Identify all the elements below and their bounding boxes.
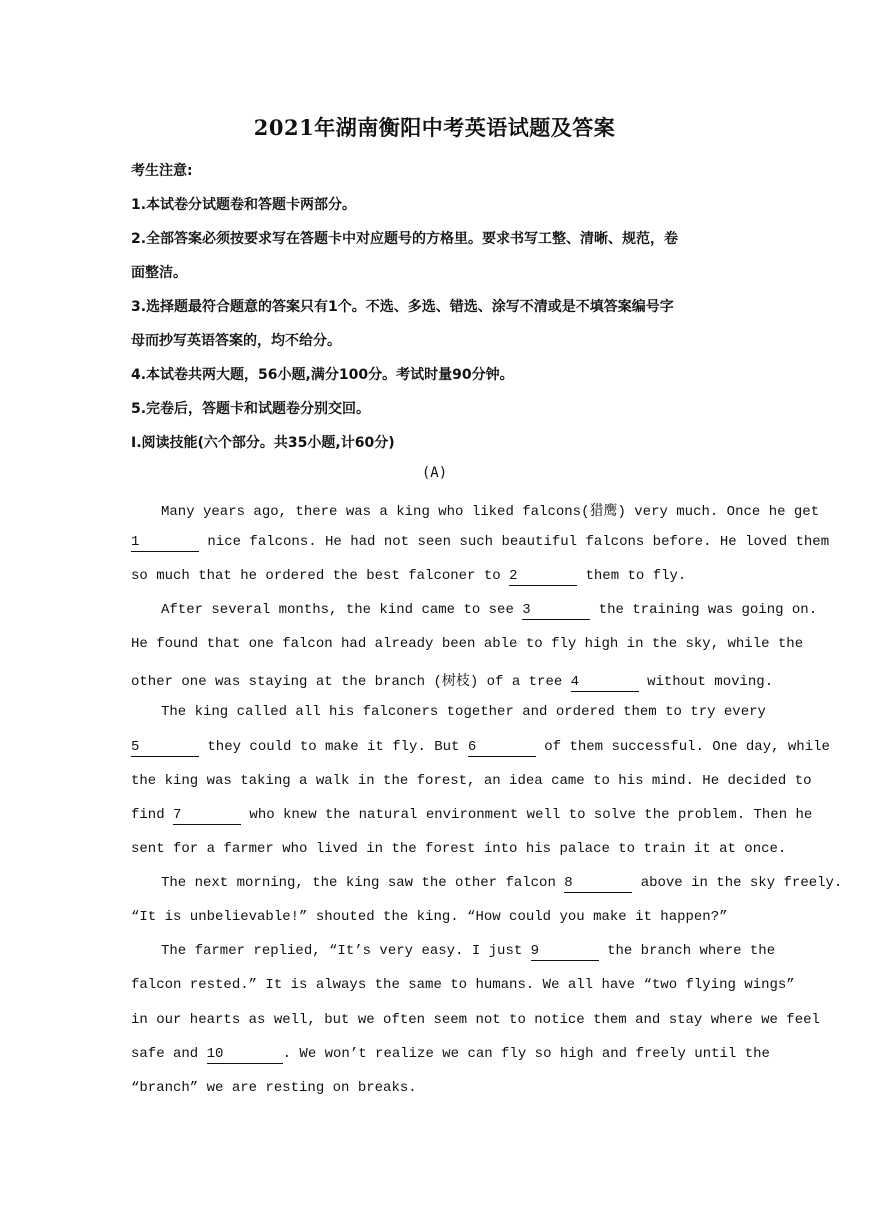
section-heading: I.阅读技能(六个部分。共35小题,计60分) <box>131 435 395 451</box>
passage-text: The next morning, the king saw the other falcon <box>161 875 556 891</box>
passage-text: they could to make it fly. But <box>207 739 460 755</box>
passage-text: the training was going on. <box>598 602 818 618</box>
notice-item-3-cont: 母而抄写英语答案的，均不给分。 <box>131 333 341 349</box>
passage-text: them to fly. <box>585 568 687 584</box>
passage-line: “branch” we are resting on breaks. <box>131 1080 417 1096</box>
passage-line: in our hearts as well, but we often seem not to notice them and stay where we feel <box>131 1012 820 1028</box>
passage-text: find <box>131 807 165 823</box>
passage-line <box>131 670 774 692</box>
passage-line: the king was taking a walk in the forest, an idea came to his mind. He decided to <box>131 773 812 789</box>
passage-text: the branch where the <box>607 943 776 959</box>
passage-line <box>161 602 818 620</box>
passage-line <box>131 568 737 586</box>
notice-item-2-cont: 面整洁。 <box>131 265 187 281</box>
notice-heading: 考生注意: <box>131 163 193 179</box>
notice-item-3: 3.选择题最符合题意的答案只有1个。不选、多选、错选、涂写不清或是不填答案编号字 <box>131 299 674 315</box>
passage-line <box>131 807 813 825</box>
blank-3: 3 <box>522 603 590 620</box>
passage-line: falcon rested.” It is always the same to humans. We all have “two flying wings” <box>131 977 795 993</box>
passage-text: without moving. <box>647 674 774 690</box>
blank-8: 8 <box>564 876 632 893</box>
passage-text: other one was staying at the branch (树枝) of a tree <box>131 674 563 690</box>
passage-text: who knew the natural environment well to solve the problem. Then he <box>249 807 813 823</box>
passage-text: . We won’t realize we can fly so high and freely until the <box>282 1046 770 1062</box>
passage-text: nice falcons. He had not seen such beautiful falcons before. He loved them <box>207 534 830 550</box>
passage-line: He found that one falcon had already been able to fly high in the sky, while the <box>131 636 804 652</box>
blank-6: 6 <box>468 740 536 757</box>
passage-line <box>131 1046 770 1064</box>
passage-text: After several months, the kind came to see <box>161 602 514 618</box>
notice-item-2: 2.全部答案必须按要求写在答题卡中对应题号的方格里。要求书写工整、清晰、规范，卷 <box>131 231 679 247</box>
blank-2: 2 <box>509 569 577 586</box>
passage-line <box>161 875 843 893</box>
passage-text: above in the sky freely. <box>640 875 843 891</box>
passage-text: so much that he ordered the best falconer to <box>131 568 501 584</box>
notice-item-4: 4.本试卷共两大题，56小题,满分100分。考试时量90分钟。 <box>131 367 514 383</box>
passage-text: safe and <box>131 1046 199 1062</box>
passage-line: “It is unbelievable!” shouted the king. “How could you make it happen?” <box>131 909 728 925</box>
passage-line: sent for a farmer who lived in the forest into his palace to train it at once. <box>131 841 787 857</box>
blank-4: 4 <box>571 675 639 692</box>
passage-line: Many years ago, there was a king who liked falcons(猎鹰) very much. Once he get <box>161 504 820 520</box>
passage-line <box>131 534 830 552</box>
blank-5: 5 <box>131 740 199 757</box>
notice-item-1: 1.本试卷分试题卷和答题卡两部分。 <box>131 197 357 213</box>
page-title: 2021年湖南衡阳中考英语试题及答案 <box>253 115 616 140</box>
passage-line: The king called all his falconers together and ordered them to try every <box>161 704 766 720</box>
notice-item-5: 5.完卷后，答题卡和试题卷分别交回。 <box>131 401 371 417</box>
passage-text: The farmer replied, “It’s very easy. I just <box>161 943 523 959</box>
blank-9: 9 <box>531 944 599 961</box>
section-label: (A) <box>421 465 448 481</box>
blank-1: 1 <box>131 535 199 552</box>
passage-line <box>131 739 830 757</box>
blank-10: 10 <box>207 1047 283 1064</box>
blank-7: 7 <box>173 808 241 825</box>
passage-text: of them successful. One day, while <box>544 739 830 755</box>
passage-line <box>161 943 776 961</box>
